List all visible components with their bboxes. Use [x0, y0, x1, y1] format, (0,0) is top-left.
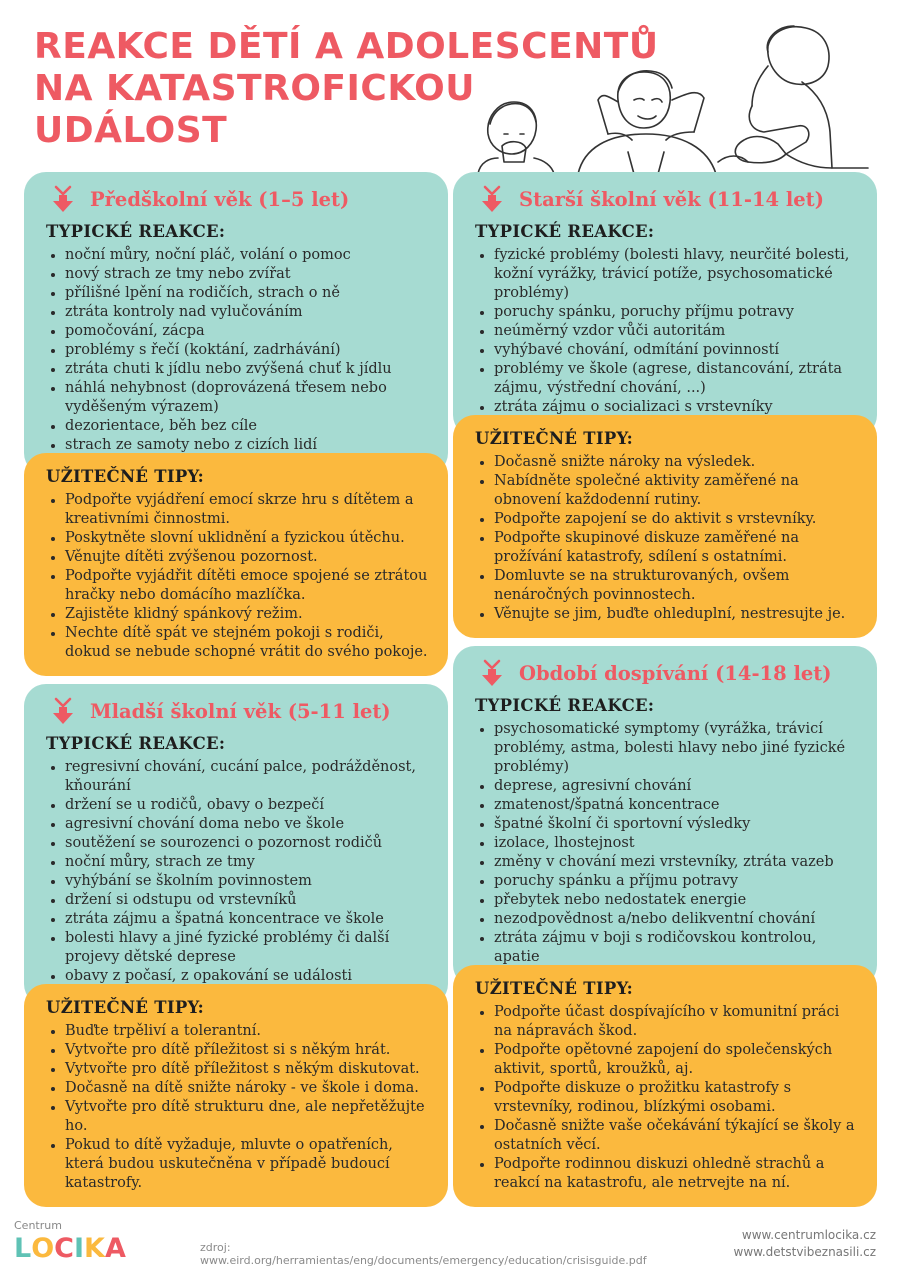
list-item: • Věnujte se jim, buďte ohleduplní, nestresujte je. — [494, 605, 859, 624]
list-item: • Podpořte opětovné zapojení do společenských aktivit, sportů, kroužků, aj. — [494, 1041, 859, 1079]
list-item: • deprese, agresivní chování — [494, 777, 859, 796]
adolescence-tips-label: UŽITEČNÉ TIPY: — [475, 979, 633, 998]
adolescence-tips-list — [475, 1003, 859, 1193]
list-item: • držení si odstupu od vrstevníků — [65, 891, 430, 910]
locika-logo — [14, 1219, 144, 1269]
logo-top-text: Centrum — [14, 1219, 62, 1232]
logo-letter: C — [54, 1233, 74, 1264]
list-item: • Dočasně snižte nároky na výsledek. — [494, 453, 859, 472]
older-school-tips-label: UŽITEČNÉ TIPY: — [475, 429, 633, 448]
list-item: • ztráta zájmu a špatná koncentrace ve škole — [65, 910, 430, 929]
list-item: • Podpořte skupinové diskuze zaměřené na prožívání katastrofy, sdílení s ostatními. — [494, 529, 859, 567]
left-column — [24, 172, 448, 1207]
older-school-reactions-list — [475, 246, 859, 417]
list-item: • Poskytněte slovní uklidnění a fyzickou útěchu. — [65, 529, 430, 548]
list-item: • noční můry, strach ze tmy — [65, 853, 430, 872]
adolescence-title: Období dospívání (14-18 let) — [519, 661, 832, 685]
adolescence-reactions-label: TYPICKÉ REAKCE: — [475, 696, 655, 715]
logo-letter: L — [14, 1233, 32, 1264]
source-note: zdroj: www.eird.org/herramientas/eng/documents/emergency/education/crisisguide.pdf — [200, 1241, 647, 1267]
older-school-reactions-label: TYPICKÉ REAKCE: — [475, 222, 655, 241]
list-item: • ztráta zájmu o socializaci s vrstevníky — [494, 398, 859, 417]
list-item: • soutěžení se sourozenci o pozornost rodičů — [65, 834, 430, 853]
list-item: • Podpořte diskuze o prožitku katastrofy s vrstevníky, rodinou, blízkými osobami. — [494, 1079, 859, 1117]
list-item: • nezodpovědnost a/nebo delikventní chování — [494, 910, 859, 929]
list-item: • Buďte trpěliví a tolerantní. — [65, 1022, 430, 1041]
logo-letter: A — [104, 1233, 126, 1264]
list-item: • Vytvořte pro dítě příležitost si s někým hrát. — [65, 1041, 430, 1060]
list-item: • Zajistěte klidný spánkový režim. — [65, 605, 430, 624]
logo-wordmark — [14, 1234, 144, 1264]
list-item: • Nechte dítě spát ve stejném pokoji s rodiči, dokud se nebude schopné vrátit do svého pokoje. — [65, 624, 430, 662]
list-item: • poruchy spánku, poruchy příjmu potravy — [494, 303, 859, 322]
list-item: • fyzické problémy (bolesti hlavy, neurčité bolesti, kožní vyrážky, trávicí potíže, psychosomatické problémy) — [494, 246, 859, 303]
list-item: • špatné školní či sportovní výsledky — [494, 815, 859, 834]
list-item: • vyhýbavé chování, odmítání povinností — [494, 341, 859, 360]
list-item: • agresivní chování doma nebo ve škole — [65, 815, 430, 834]
title-line-3: UDÁLOST — [34, 110, 228, 151]
list-item: • strach ze samoty nebo z cizích lidí — [65, 436, 430, 455]
right-column — [453, 172, 877, 1207]
list-item: • přílišné lpění na rodičích, strach o ně — [65, 284, 430, 303]
list-item: • problémy s řečí (koktání, zadrhávání) — [65, 341, 430, 360]
list-item: • dezorientace, běh bez cíle — [65, 417, 430, 436]
down-arrow-icon — [50, 185, 76, 213]
preschool-tips-card — [24, 453, 448, 676]
older-school-title: Starší školní věk (11-14 let) — [519, 187, 824, 211]
list-item: • psychosomatické symptomy (vyrážka, trávicí problémy, astma, bolesti hlavy nebo jiné fyzické problémy) — [494, 720, 859, 777]
adolescence-reactions-list — [475, 720, 859, 967]
list-item: • Věnujte dítěti zvýšenou pozornost. — [65, 548, 430, 567]
list-item: • regresivní chování, cucání palce, podrážděnost, kňourání — [65, 758, 430, 796]
list-item: • Nabídněte společné aktivity zaměřené na obnovení každodenní rutiny. — [494, 472, 859, 510]
down-arrow-icon — [479, 659, 505, 687]
list-item: • nový strach ze tmy nebo zvířat — [65, 265, 430, 284]
younger-school-reactions-card — [24, 684, 448, 1006]
list-item: • ztráta zájmu v boji s rodičovskou kontrolou, apatie — [494, 929, 859, 967]
list-item: • Domluvte se na strukturovaných, ovšem nenáročných povinnostech. — [494, 567, 859, 605]
preschool-reactions-label: TYPICKÉ REAKCE: — [46, 222, 226, 241]
list-item: • poruchy spánku a příjmu potravy — [494, 872, 859, 891]
logo-letter: K — [84, 1233, 105, 1264]
list-item: • noční můry, noční pláč, volání o pomoc — [65, 246, 430, 265]
list-item: • přebytek nebo nedostatek energie — [494, 891, 859, 910]
title-line-1: REAKCE DĚTÍ A ADOLESCENTŮ — [34, 26, 659, 67]
younger-school-reactions-label: TYPICKÉ REAKCE: — [46, 734, 226, 753]
list-item: • Podpořte rodinnou diskuzi ohledně strachů a reakcí na katastrofu, ale netrvejte na ní. — [494, 1155, 859, 1193]
list-item: • obavy z počasí, z opakování se události — [65, 967, 430, 986]
list-item: • ztráta kontroly nad vylučováním — [65, 303, 430, 322]
list-item: • Podpořte zapojení se do aktivit s vrstevníky. — [494, 510, 859, 529]
preschool-tips-list — [46, 491, 430, 662]
list-item: • změny v chování mezi vrstevníky, ztráta vazeb — [494, 853, 859, 872]
list-item: • bolesti hlavy a jiné fyzické problémy či další projevy dětské deprese — [65, 929, 430, 967]
list-item: • izolace, lhostejnost — [494, 834, 859, 853]
older-school-reactions-card — [453, 172, 877, 437]
list-item: • Podpořte vyjádření emocí skrze hru s dítětem a kreativními činnostmi. — [65, 491, 430, 529]
adolescence-heading — [475, 658, 859, 688]
older-school-tips-list — [475, 453, 859, 624]
preschool-tips-label: UŽITEČNÉ TIPY: — [46, 467, 204, 486]
list-item: • vyhýbání se školním povinnostem — [65, 872, 430, 891]
down-arrow-icon — [479, 185, 505, 213]
preschool-reactions-card — [24, 172, 448, 475]
preschool-reactions-list — [46, 246, 430, 455]
title-line-2: NA KATASTROFICKOU — [34, 68, 475, 109]
footer-websites — [734, 1227, 876, 1261]
list-item: • Vytvořte pro dítě strukturu dne, ale nepřetěžujte ho. — [65, 1098, 430, 1136]
older-school-heading — [475, 184, 859, 214]
list-item: • Dočasně snižte vaše očekávání týkající se školy a ostatních věcí. — [494, 1117, 859, 1155]
list-item: • zmatenost/špatná koncentrace — [494, 796, 859, 815]
list-item: • Vytvořte pro dítě příležitost s někým diskutovat. — [65, 1060, 430, 1079]
website-link[interactable]: www.centrumlocika.cz — [741, 1228, 876, 1242]
list-item: • pomočování, zácpa — [65, 322, 430, 341]
list-item: • náhlá nehybnost (doprovázená třesem nebo vyděšeným výrazem) — [65, 379, 430, 417]
list-item: • Podpořte vyjádřit dítěti emoce spojené se ztrátou hračky nebo domácího mazlíčka. — [65, 567, 430, 605]
down-arrow-icon — [50, 697, 76, 725]
older-school-tips-card — [453, 415, 877, 638]
adolescence-reactions-card — [453, 646, 877, 987]
preschool-title: Předškolní věk (1–5 let) — [90, 187, 350, 211]
younger-school-tips-list — [46, 1022, 430, 1193]
list-item: • neúměrný vzdor vůči autoritám — [494, 322, 859, 341]
younger-school-tips-label: UŽITEČNÉ TIPY: — [46, 998, 204, 1017]
adolescence-tips-card — [453, 965, 877, 1207]
children-distress-illustration — [468, 22, 888, 174]
website-link[interactable]: www.detstvibeznasili.cz — [733, 1245, 876, 1259]
younger-school-reactions-list — [46, 758, 430, 986]
younger-school-tips-card — [24, 984, 448, 1207]
younger-school-title: Mladší školní věk (5-11 let) — [90, 699, 391, 723]
younger-school-heading — [46, 696, 430, 726]
list-item: • Dočasně na dítě snižte nároky - ve škole i doma. — [65, 1079, 430, 1098]
logo-letter: I — [74, 1233, 85, 1264]
list-item: • problémy ve škole (agrese, distancování, ztráta zájmu, výstřední chování, ...) — [494, 360, 859, 398]
logo-letter: O — [31, 1233, 55, 1264]
list-item: • Podpořte účast dospívajícího v komunitní práci na nápravách škod. — [494, 1003, 859, 1041]
list-item: • držení se u rodičů, obavy o bezpečí — [65, 796, 430, 815]
list-item: • ztráta chuti k jídlu nebo zvýšená chuť k jídlu — [65, 360, 430, 379]
list-item: • Pokud to dítě vyžaduje, mluvte o opatřeních, která budou uskutečněna v případě budoucí katastrofy. — [65, 1136, 430, 1193]
preschool-heading — [46, 184, 430, 214]
